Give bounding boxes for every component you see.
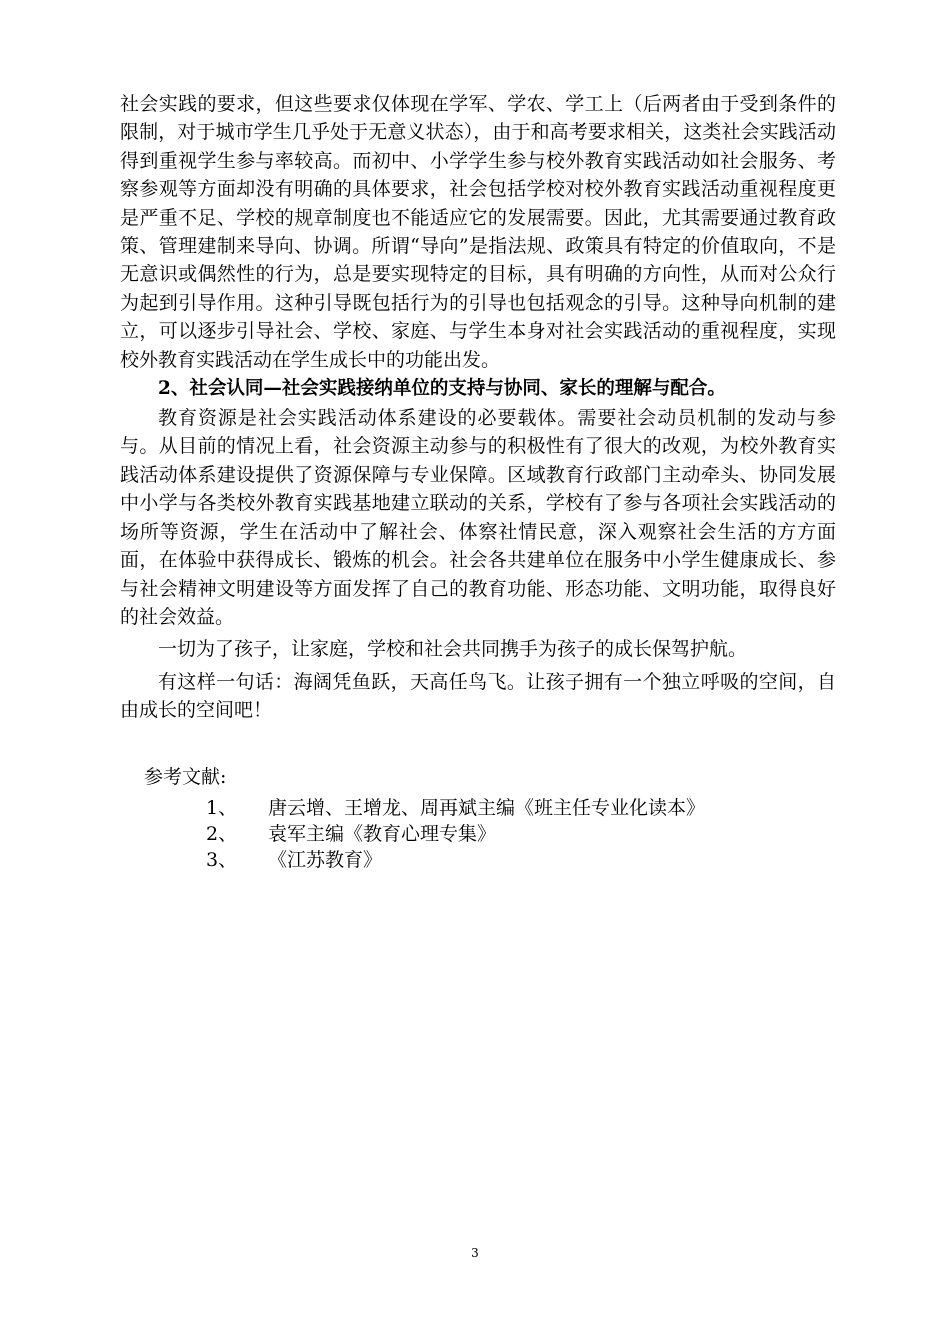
body-paragraph-1: 社会实践的要求，但这些要求仅体现在学军、学农、学工上（后两者由于受到条件的限制，对于城市学生几乎处于无意义状态），由于和高考要求相关，这类社会实践活动得到重视学生参与率较高。而初中、小学学生参与校外教育实践活动如社会服务、考察参观等方面却没有明确的具体要求，社会包括学校对校外教育实践活动重视程度更是严重不足、学校的规章制度也不能适应它的发展需要。因此，尤其需要通过教育政策、管理建制来导向、协调。所谓“导向”是指法规、政策具有特定的价值取向，不是无意识或偶然性的行为，总是要实现特定的目标，具有明确的方向性，从而对公众行为起到引导作用。这种引导既包括行为的引导也包括观念的引导。这种导向机制的建立，可以逐步引导社会、学校、家庭、与学生本身对社会实践活动的重视程度，实现校外教育实践活动在学生成长中的功能出发。 (120, 93, 836, 371)
reference-number: 2、 (206, 822, 238, 845)
reference-text: 唐云增、王增龙、周再斌主编《班主任专业化读本》 (268, 796, 706, 819)
page-number: 3 (471, 1246, 479, 1260)
references-section (120, 763, 836, 873)
body-paragraph-3: 一切为了孩子，让家庭，学校和社会共同携手为孩子的成长保驾护航。 (158, 638, 748, 661)
references-title: 参考文献: (144, 765, 227, 788)
references-list (144, 795, 836, 873)
body-paragraph-2: 教育资源是社会实践活动体系建设的必要载体。需要社会动员机制的发动与参与。从目前的情况上看，社会资源主动参与的积极性有了很大的改观，为校外教育实践活动体系建设提供了资源保障与专业保障。区域教育行政部门主动牵头、协同发展中小学与各类校外教育实践基地建立联动的关系，学校有了参与各项社会实践活动的场所等资源，学生在活动中了解社会、体察社情民意，深入观察社会生活的方方面面，在体验中获得成长、锻炼的机会。社会各共建单位在服务中小学生健康成长、参与社会精神文明建设等方面发挥了自己的教育功能、形态功能、文明功能，取得良好的社会效益。 (120, 407, 836, 628)
reference-item (206, 821, 836, 847)
reference-item (206, 795, 836, 821)
reference-number: 1、 (206, 796, 238, 819)
reference-text: 袁军主编《教育心理专集》 (268, 822, 497, 845)
reference-text: 《江苏教育》 (268, 848, 383, 871)
section-heading: 2、社会认同—社会实践接纳单位的支持与协同、家长的理解与配合。 (158, 378, 726, 400)
document-body (120, 90, 836, 873)
reference-number: 3、 (206, 848, 238, 871)
reference-item (206, 847, 836, 873)
body-paragraph-4: 有这样一句话：海阔凭鱼跃，天高任鸟飞。让孩子拥有一个独立呼吸的空间，自由成长的空间吧！ (120, 670, 836, 722)
